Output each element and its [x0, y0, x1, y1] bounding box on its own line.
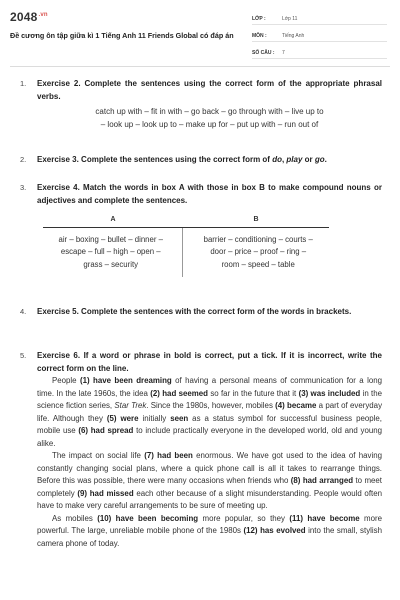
meta-count-row [252, 46, 387, 59]
phrasal-verb-box [37, 105, 382, 131]
reading-passage [37, 375, 382, 550]
exercise-title: Exercise 5. Complete the sentences with the correct form of the words in brackets. [37, 307, 352, 316]
exercise-item [20, 182, 382, 292]
meta-value: Lớp 11 [282, 16, 298, 22]
exercise-title: Exercise 2. Complete the sentences using the correct form of the appropriate phrasal verbs. [37, 79, 382, 101]
meta-label: SỐ CÂU : [252, 50, 275, 56]
meta-value: Tiếng Anh [282, 33, 305, 39]
passage-paragraph: The impact on social life (7) had been enormous. We have got used to the idea of having constantly changing social plans, where a quick phone call is all it takes to rearrange things. Before this was possible, there were many occasions when friends who (8) had arranged to meet completely (9) had missed each other because of a slight misunderstanding. People would often have to make very careful arrangements to be sure of meeting up. [37, 451, 382, 510]
meta-class-row [252, 12, 387, 25]
phrasal-line: – look up – look up to – make up for – put up with – run out of [100, 120, 319, 129]
meta-label: LỚP : [252, 16, 266, 22]
header-divider [10, 66, 390, 67]
page-header [0, 0, 400, 63]
meta-label: MÔN : [252, 33, 267, 39]
box-a-words: air – boxing – bullet – dinner – escape – full – high – open – grass – security [43, 227, 183, 277]
exercise-list [20, 78, 382, 550]
exercise-title: Exercise 3. Complete the sentences using the correct form of do, play or go. [37, 155, 327, 164]
exercise-item [20, 306, 382, 336]
passage-paragraph: People (1) have been dreaming of having a personal means of communication for a long time. In the late 1960s, the idea (2) had seemed so far in the future that it (3) was included in the science fiction series, Star Trek. Since the 1980s, however, mobiles (4) became a part of everyday life. Although they (5) were initially seen as a status symbol for successful business people, mobile use (6) had spread to include practically everyone in the developed world, old and young alike. [37, 376, 383, 448]
item-number: 5. [20, 351, 27, 360]
exercise-item [20, 154, 382, 174]
item-number: 3. [20, 183, 27, 192]
site-logo[interactable]: $2048^{.vn}$ [10, 10, 48, 24]
item-number: 1. [20, 79, 27, 88]
table-header-b: B [183, 213, 329, 227]
meta-value: 7 [282, 50, 285, 56]
document-meta [252, 12, 387, 63]
matching-table [43, 213, 329, 277]
exercise-item [20, 350, 382, 550]
document-title: Đề cương ôn tập giữa kì 1 Tiếng Anh 11 Friends Global có đáp án [10, 31, 234, 40]
table-header-a: A [43, 213, 183, 227]
box-b-words: barrier – conditioning – courts – door – price – proof – ring – room – speed – table [203, 234, 313, 269]
phrasal-line: catch up with – fit in with – go back – go through with – live up to [95, 107, 324, 116]
meta-subject-row [252, 29, 387, 42]
exercise-title: Exercise 4. Match the words in box A with those in box B to make compound nouns or adjectives and complete the sentences. [37, 183, 382, 205]
item-number: 2. [20, 155, 27, 164]
exercise-title: Exercise 6. If a word or phrase in bold is correct, put a tick. If it is incorrect, write the correct form on the line. [37, 351, 382, 373]
exercise-item [20, 78, 382, 140]
passage-paragraph: As mobiles (10) have been becoming more popular, so they (11) have become more powerful. The large, unreliable mobile phone of the 1980s (12) has evolved into the small, stylish camera phone of today. [37, 513, 382, 548]
item-number: 4. [20, 307, 27, 316]
